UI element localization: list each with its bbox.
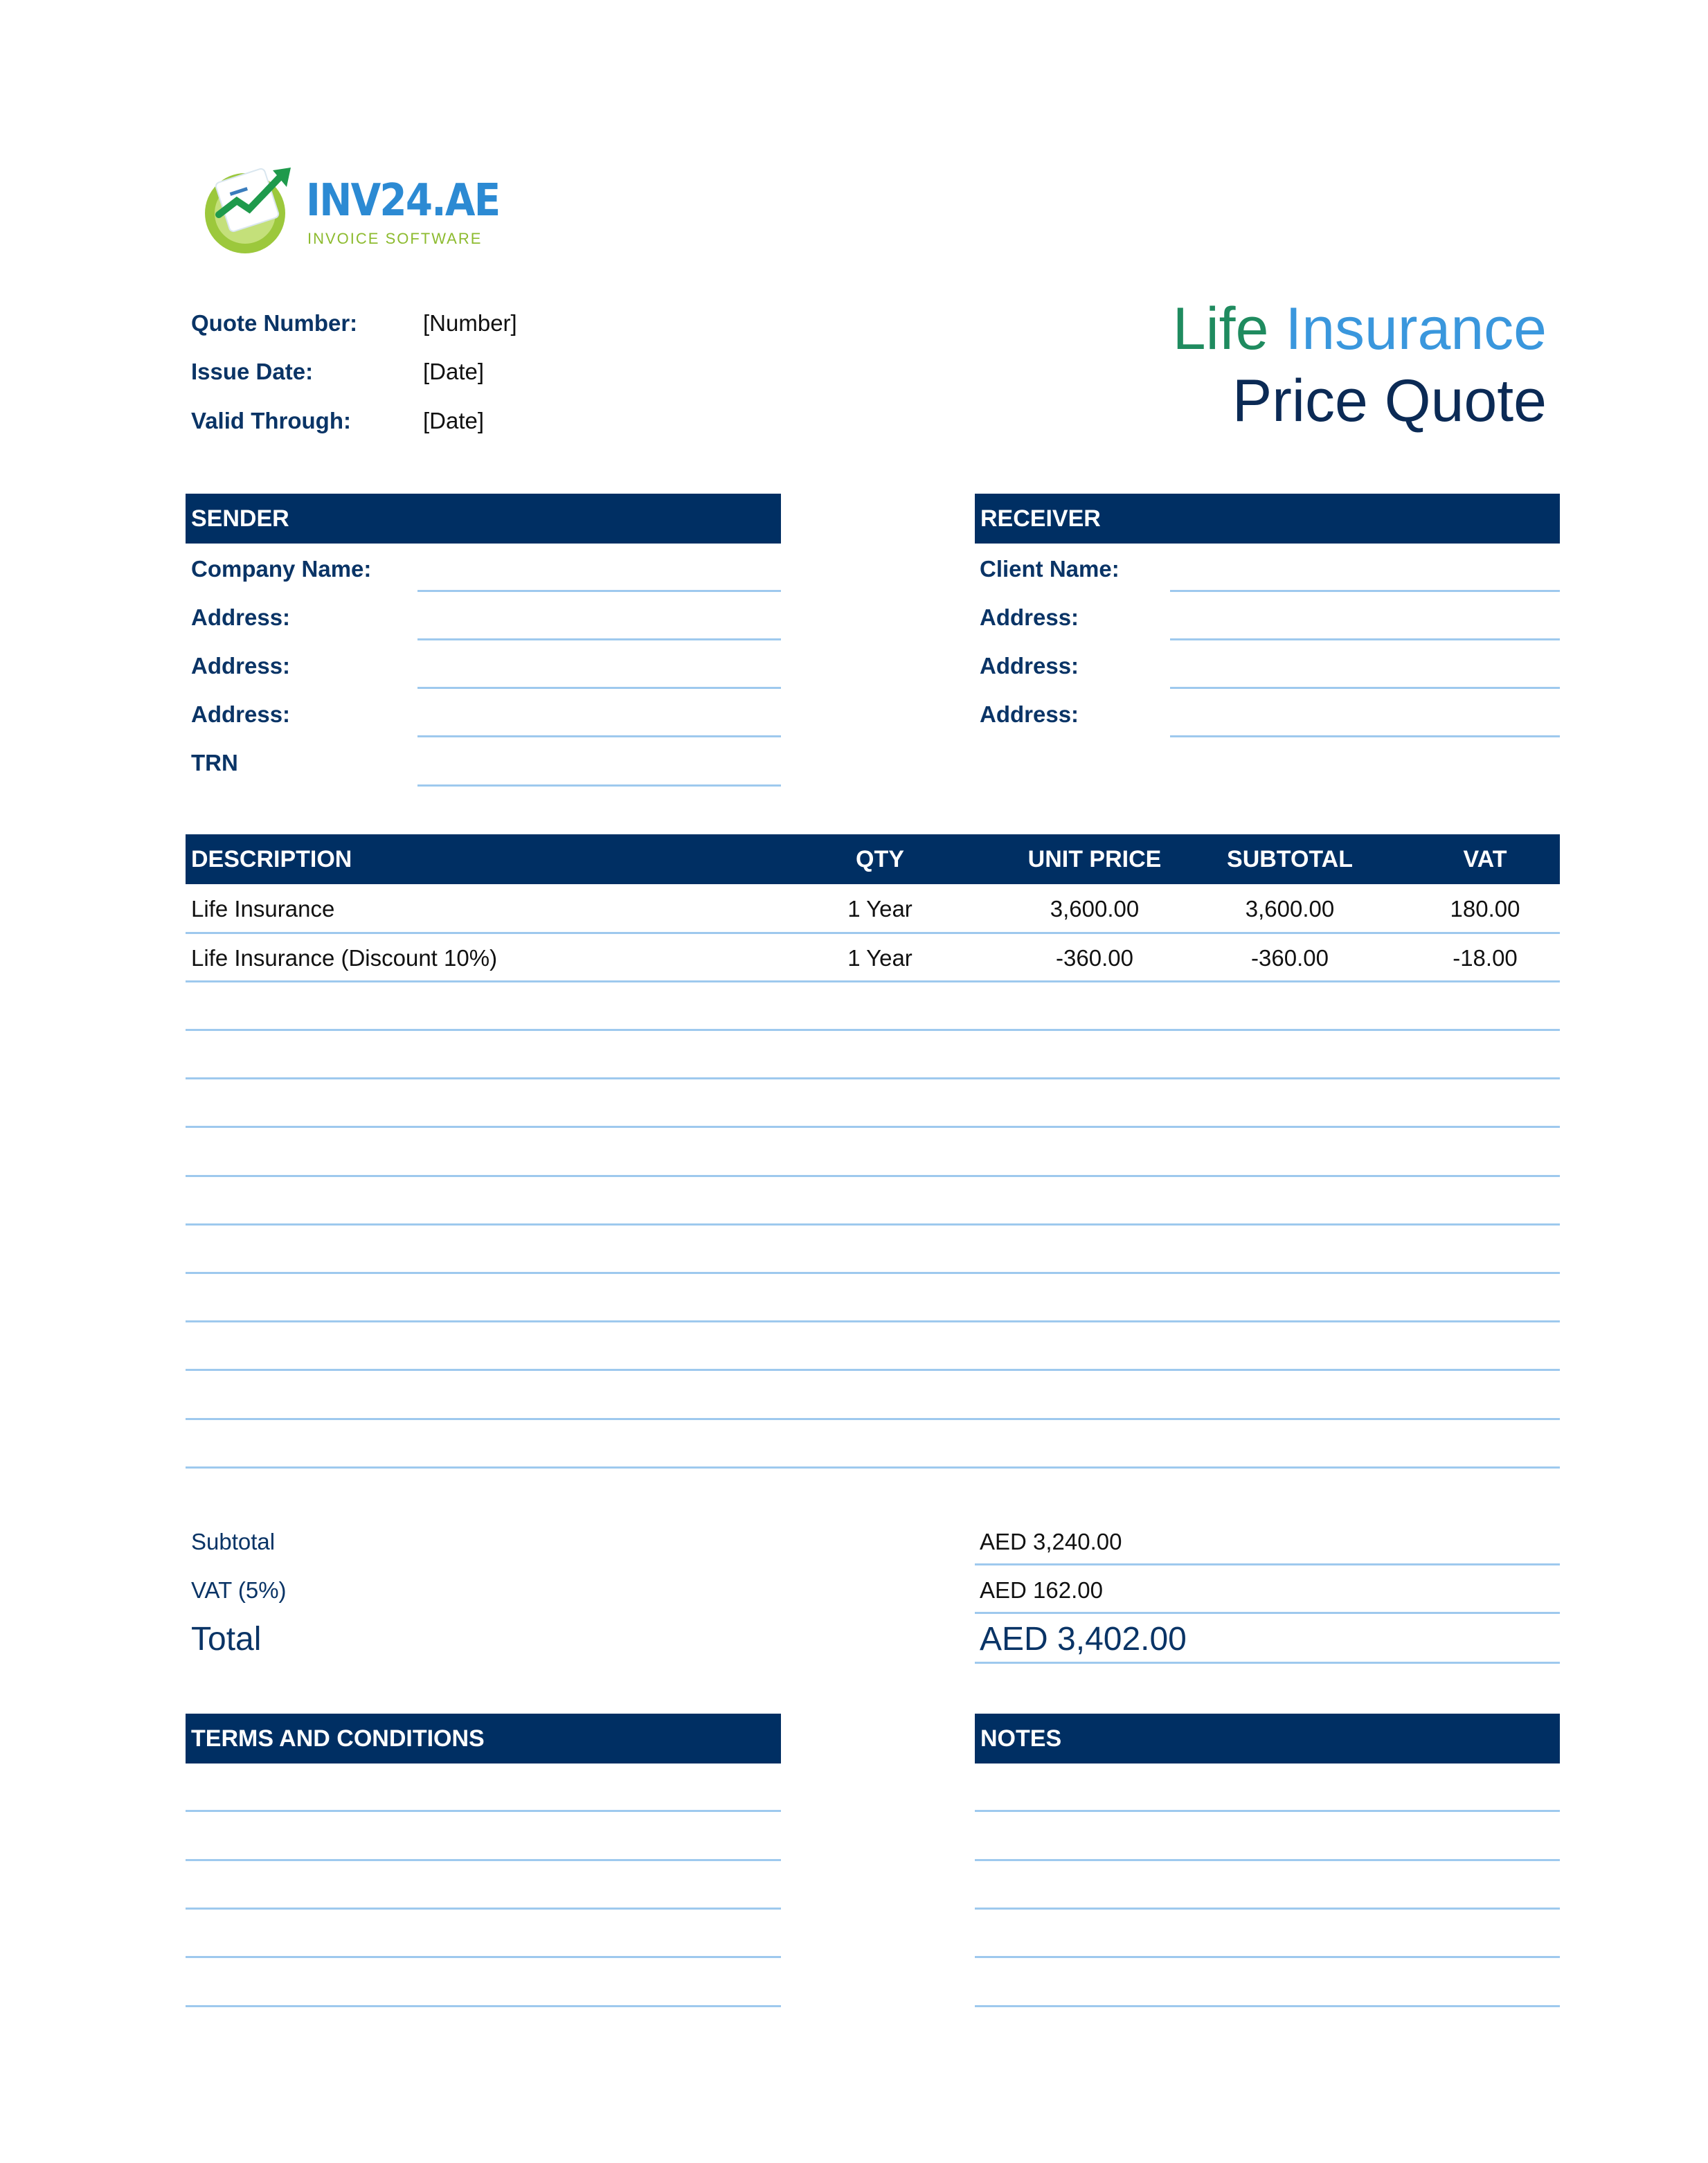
document-subtitle: Price Quote <box>1232 368 1547 434</box>
valid-through-value: [Date] <box>423 408 485 433</box>
notes-line <box>975 1908 1560 1910</box>
row-qty: 1 Year <box>847 896 913 922</box>
receiver-address-line-3 <box>1170 735 1560 737</box>
total-line <box>975 1662 1560 1664</box>
table-row-line <box>186 1466 1560 1469</box>
subtotal-value: AED 3,240.00 <box>980 1529 1122 1554</box>
sender-address-line-2 <box>417 687 781 689</box>
receiver-address-line-2 <box>1170 687 1560 689</box>
subtotal-line <box>975 1563 1560 1565</box>
notes-line <box>975 1956 1560 1958</box>
row-vat: -18.00 <box>1453 945 1518 971</box>
terms-line <box>186 1908 781 1910</box>
row-subtotal: 3,600.00 <box>1245 896 1335 922</box>
table-row <box>186 933 1560 982</box>
sender-address-label-2: Address: <box>191 653 291 679</box>
table-row-line <box>186 1029 1560 1031</box>
table-row-line <box>186 1418 1560 1420</box>
table-row-line <box>186 1223 1560 1226</box>
logo-tagline: INVOICE SOFTWARE <box>307 230 483 247</box>
quote-number-value: [Number] <box>423 310 517 336</box>
vat-value: AED 162.00 <box>980 1577 1103 1603</box>
row-description: Life Insurance (Discount 10%) <box>191 945 498 971</box>
receiver-address-label-2: Address: <box>980 653 1079 679</box>
title-word-insurance: Insurance <box>1285 296 1547 362</box>
receiver-header: RECEIVER <box>975 494 1560 544</box>
company-logo <box>201 161 500 264</box>
col-unit-price-header: UNIT PRICE <box>1027 846 1162 872</box>
issue-date-label: Issue Date: <box>191 359 314 384</box>
sender-address-line-3 <box>417 735 781 737</box>
notes-line <box>975 2005 1560 2007</box>
receiver-address-label-3: Address: <box>980 701 1079 727</box>
items-table-header <box>186 834 1560 884</box>
receiver-address-label-1: Address: <box>980 604 1079 630</box>
sender-trn-label: TRN <box>191 750 238 775</box>
table-row-line <box>186 1272 1560 1274</box>
vat-line <box>975 1612 1560 1614</box>
logo-chart-icon <box>201 161 298 258</box>
sender-header: SENDER <box>186 494 781 544</box>
notes-line <box>975 1810 1560 1812</box>
document-title <box>1172 296 1547 362</box>
terms-line <box>186 2005 781 2007</box>
row-subtotal: -360.00 <box>1251 945 1329 971</box>
total-label: Total <box>191 1621 262 1658</box>
table-row-line <box>186 1077 1560 1079</box>
table-row-line <box>186 932 1560 934</box>
table-row-line <box>186 1369 1560 1371</box>
sender-address-line-1 <box>417 638 781 640</box>
receiver-client-line <box>1170 590 1560 592</box>
sender-address-label-3: Address: <box>191 701 291 727</box>
terms-line <box>186 1956 781 1958</box>
notes-line <box>975 1859 1560 1861</box>
table-row <box>186 884 1560 933</box>
table-row-line <box>186 1320 1560 1322</box>
terms-line <box>186 1859 781 1861</box>
col-subtotal-header: SUBTOTAL <box>1227 846 1353 872</box>
row-unit-price: 3,600.00 <box>1050 896 1140 922</box>
receiver-client-label: Client Name: <box>980 556 1120 582</box>
col-qty-header: QTY <box>856 846 904 872</box>
row-qty: 1 Year <box>847 945 913 971</box>
col-description-header: DESCRIPTION <box>191 846 352 872</box>
total-value: AED 3,402.00 <box>980 1621 1187 1658</box>
sender-trn-line <box>417 784 781 787</box>
receiver-address-line-1 <box>1170 638 1560 640</box>
terms-header: TERMS AND CONDITIONS <box>186 1714 781 1763</box>
row-vat: 180.00 <box>1450 896 1520 922</box>
notes-header: NOTES <box>975 1714 1560 1763</box>
quote-number-label: Quote Number: <box>191 310 358 336</box>
logo-wordmark: INV24.AE <box>306 175 500 226</box>
row-unit-price: -360.00 <box>1056 945 1133 971</box>
sender-company-label: Company Name: <box>191 556 372 582</box>
issue-date-value: [Date] <box>423 359 485 384</box>
table-row-line <box>186 1175 1560 1177</box>
title-word-life: Life <box>1172 296 1269 362</box>
col-vat-header: VAT <box>1463 846 1507 872</box>
sender-address-label-1: Address: <box>191 604 291 630</box>
vat-label: VAT (5%) <box>191 1577 287 1603</box>
valid-through-label: Valid Through: <box>191 408 351 433</box>
terms-line <box>186 1810 781 1812</box>
subtotal-label: Subtotal <box>191 1529 276 1554</box>
table-row-line <box>186 1126 1560 1128</box>
sender-company-line <box>417 590 781 592</box>
table-row-line <box>186 980 1560 982</box>
row-description: Life Insurance <box>191 896 335 922</box>
